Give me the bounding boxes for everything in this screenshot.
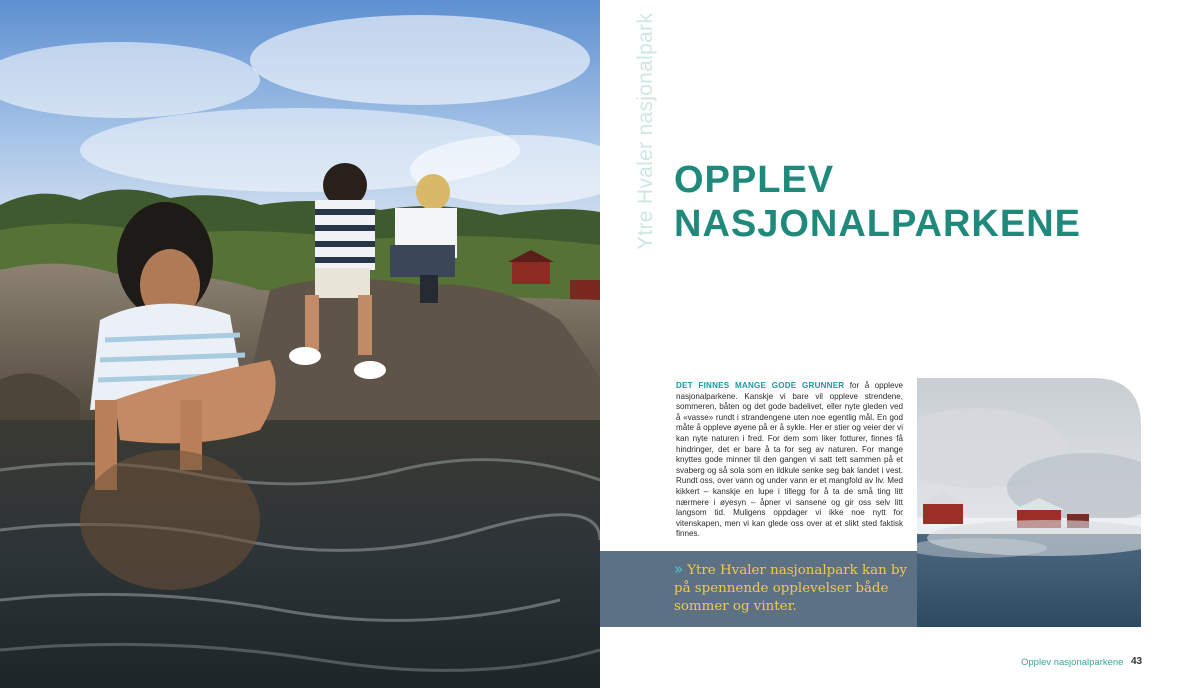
pull-quote [674, 560, 914, 616]
footer-section-label: Opplev nasjonalparkene [1021, 657, 1124, 668]
right-page [600, 0, 1200, 688]
page-number: 43 [1131, 656, 1143, 667]
body-lead: DET FINNES MANGE GODE GRUNNER [676, 381, 845, 390]
vertical-park-label: Ytre Hvaler nasjonalpark [634, 12, 657, 250]
headline-line-1: OPPLEV [674, 159, 835, 201]
body-paragraph [676, 381, 903, 540]
body-text: for å oppleve nasjonalparkene. Kanskje vi bare vil oppleve strendene, sommeren, båten og det gode badelivet, eller nyte gleden ved å «vasse» rundt i strandengene uten noe egentlig mål. En god måte å oppleve øyene på er å sykle. Her er stier og veier der vi kan nyte naturen i fred. For dem som liker fotturer, finnes få hindringer, det er bare å ta for seg av naturen. For mange knyttes gode minner til den gangen vi satt tett sammen på et svaberg og så sola som en ildkule senke seg bak landet i vest. Rundt oss, over vann og under vann er et mangfold av liv. Med kikkert – kanskje en lupe i tillegg for å ta de små ting litt nærmere i øyesyn – åpner vi sansene og gir oss selv litt langsom tid. Muligens oppdager vi ikke noe nytt for vitenskapen, men vi kan glede oss over at et slikt sted faktisk finnes. [676, 381, 904, 539]
headline-line-2: NASJONALPARKENE [674, 203, 1082, 245]
pull-quote-text: Ytre Hvaler nasjonalpark kan by på spennende opplevelser både sommer og vinter. [674, 563, 908, 614]
quote-mark-icon: » [674, 560, 684, 578]
page-headline [674, 158, 1174, 246]
winter-sea-smoke-photo [917, 378, 1141, 627]
